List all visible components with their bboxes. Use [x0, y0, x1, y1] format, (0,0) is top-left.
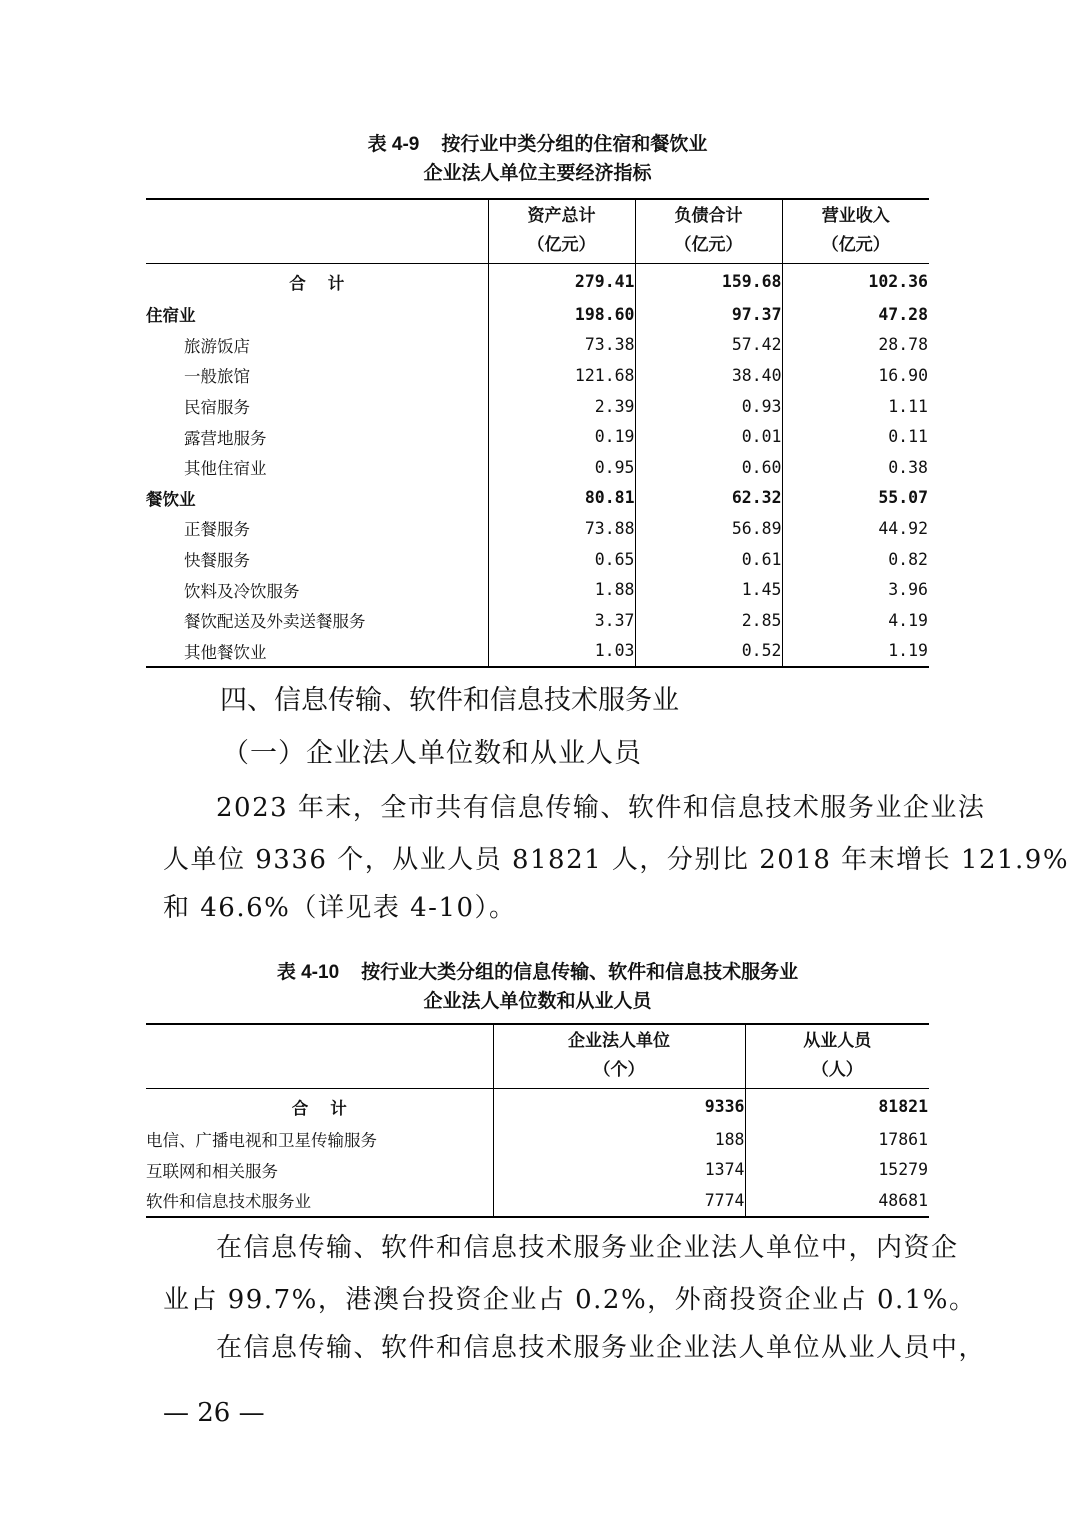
paragraph-line: 2023 年末，全市共有信息传输、软件和信息技术服务业企业法	[216, 793, 986, 823]
table-row	[146, 605, 929, 636]
header-blank-cell	[146, 199, 488, 264]
cell-value: 62.32	[635, 483, 782, 514]
cell-value: 0.65	[488, 544, 635, 575]
table-4-9-title: 按行业中类分组的住宿和餐饮业	[441, 133, 708, 155]
cell-value: 15279	[878, 1160, 928, 1180]
section-heading: 四、信息传输、软件和信息技术服务业	[220, 685, 679, 716]
paragraph-line: 业占 99.7%，港澳台投资企业占 0.2%，外商投资企业占 0.1%。	[163, 1285, 977, 1315]
table-4-10-caption-line2: 企业法人单位数和从业人员	[423, 990, 652, 1012]
row-label: 一般旅馆	[146, 360, 488, 391]
table-4-10-number: 表 4-10	[276, 962, 340, 983]
cell-value: 0.38	[888, 457, 928, 477]
cell-value: 9336	[493, 1089, 745, 1125]
table-row	[146, 1124, 929, 1155]
table-header-row	[146, 1024, 929, 1089]
row-label: 其他餐饮业	[146, 636, 488, 668]
cell-value: 80.81	[488, 483, 635, 514]
table-4-10-title: 按行业大类分组的信息传输、软件和信息技术服务业	[361, 961, 799, 983]
cell-value: 16.90	[878, 365, 928, 385]
paragraph-line: 人单位 9336 个，从业人员 81821 人，分别比 2018 年末增长 121.9%	[163, 845, 1070, 875]
cell-value: 102.36	[868, 272, 928, 291]
cell-value: 73.88	[488, 513, 635, 544]
table-row	[146, 330, 929, 361]
cell-value: 0.01	[635, 421, 782, 452]
row-label: 餐饮业	[146, 483, 488, 514]
cell-value: 4.19	[888, 610, 928, 630]
table-row-category	[146, 483, 929, 514]
row-label: 饮料及冷饮服务	[146, 574, 488, 605]
cell-value: 1.11	[888, 396, 928, 416]
cell-value: 73.38	[488, 330, 635, 361]
table-row	[146, 513, 929, 544]
table-4-9-number: 表 4-9	[367, 134, 420, 155]
header-total-assets: 资产总计 （亿元）	[488, 199, 635, 264]
cell-value: 81821	[878, 1097, 928, 1116]
table-4-9-caption	[146, 130, 929, 188]
cell-value: 44.92	[878, 518, 928, 538]
table-row-total	[146, 1089, 929, 1125]
cell-value: 0.11	[888, 427, 928, 447]
paragraph-line: 在信息传输、软件和信息技术服务业企业法人单位从业人员中，	[216, 1333, 987, 1363]
table-row	[146, 452, 929, 483]
table-row	[146, 360, 929, 391]
row-label: 电信、广播电视和卫星传输服务	[146, 1124, 493, 1155]
paragraph-line: 和 46.6%（详见表 4-10）。	[163, 893, 517, 923]
cell-value: 0.52	[635, 636, 782, 668]
cell-value: 1.45	[635, 574, 782, 605]
table-row	[146, 391, 929, 422]
table-row	[146, 574, 929, 605]
cell-value: 3.96	[888, 580, 928, 600]
cell-value: 188	[493, 1124, 745, 1155]
cell-value: 0.82	[888, 549, 928, 569]
cell-value: 0.93	[635, 391, 782, 422]
cell-value: 2.85	[635, 605, 782, 636]
row-label: 餐饮配送及外卖送餐服务	[146, 605, 488, 636]
cell-value: 48681	[878, 1190, 928, 1210]
cell-value: 121.68	[488, 360, 635, 391]
table-row	[146, 544, 929, 575]
cell-value: 0.61	[635, 544, 782, 575]
table-4-10-caption-line1	[146, 958, 929, 987]
table-row-total	[146, 264, 929, 300]
row-label: 正餐服务	[146, 513, 488, 544]
table-4-10-caption	[146, 958, 929, 1016]
cell-value: 0.95	[488, 452, 635, 483]
subsection-heading: （一）企业法人单位数和从业人员	[222, 738, 642, 769]
row-label: 旅游饭店	[146, 330, 488, 361]
paragraph-line: 在信息传输、软件和信息技术服务业企业法人单位中，内资企	[216, 1233, 959, 1263]
cell-value: 7774	[493, 1185, 745, 1217]
table-header-row	[146, 199, 929, 264]
table-4-9-caption-line1	[146, 130, 929, 159]
table-row	[146, 421, 929, 452]
table-4-9	[146, 198, 929, 668]
cell-value: 159.68	[635, 264, 782, 300]
row-label: 民宿服务	[146, 391, 488, 422]
cell-value: 47.28	[878, 304, 928, 324]
row-label: 快餐服务	[146, 544, 488, 575]
cell-value: 0.19	[488, 421, 635, 452]
cell-value: 3.37	[488, 605, 635, 636]
cell-value: 97.37	[635, 299, 782, 330]
table-row	[146, 636, 929, 668]
cell-value: 55.07	[878, 488, 928, 508]
cell-value: 2.39	[488, 391, 635, 422]
cell-value: 1.03	[488, 636, 635, 668]
table-4-10	[146, 1023, 929, 1218]
row-label: 合计	[146, 1089, 493, 1125]
table-4-9-caption-line2: 企业法人单位主要经济指标	[423, 162, 652, 184]
row-label: 其他住宿业	[146, 452, 488, 483]
cell-value: 1374	[493, 1155, 745, 1186]
header-total-liabilities: 负债合计 （亿元）	[635, 199, 782, 264]
page-number: — 26 —	[163, 1398, 265, 1428]
cell-value: 57.42	[635, 330, 782, 361]
cell-value: 198.60	[488, 299, 635, 330]
header-operating-revenue: 营业收入 （亿元）	[782, 199, 929, 264]
header-employees: 从业人员 （人）	[745, 1024, 929, 1089]
row-label: 合计	[146, 264, 488, 300]
cell-value: 0.60	[635, 452, 782, 483]
cell-value: 38.40	[635, 360, 782, 391]
table-row	[146, 1185, 929, 1217]
cell-value: 17861	[878, 1129, 928, 1149]
cell-value: 56.89	[635, 513, 782, 544]
row-label: 软件和信息技术服务业	[146, 1185, 493, 1217]
cell-value: 28.78	[878, 335, 928, 355]
table-row-category	[146, 299, 929, 330]
header-legal-units: 企业法人单位 （个）	[493, 1024, 745, 1089]
cell-value: 1.19	[888, 641, 928, 661]
row-label: 住宿业	[146, 299, 488, 330]
table-row	[146, 1155, 929, 1186]
cell-value: 279.41	[488, 264, 635, 300]
row-label: 露营地服务	[146, 421, 488, 452]
row-label: 互联网和相关服务	[146, 1155, 493, 1186]
header-blank-cell	[146, 1024, 493, 1089]
cell-value: 1.88	[488, 574, 635, 605]
